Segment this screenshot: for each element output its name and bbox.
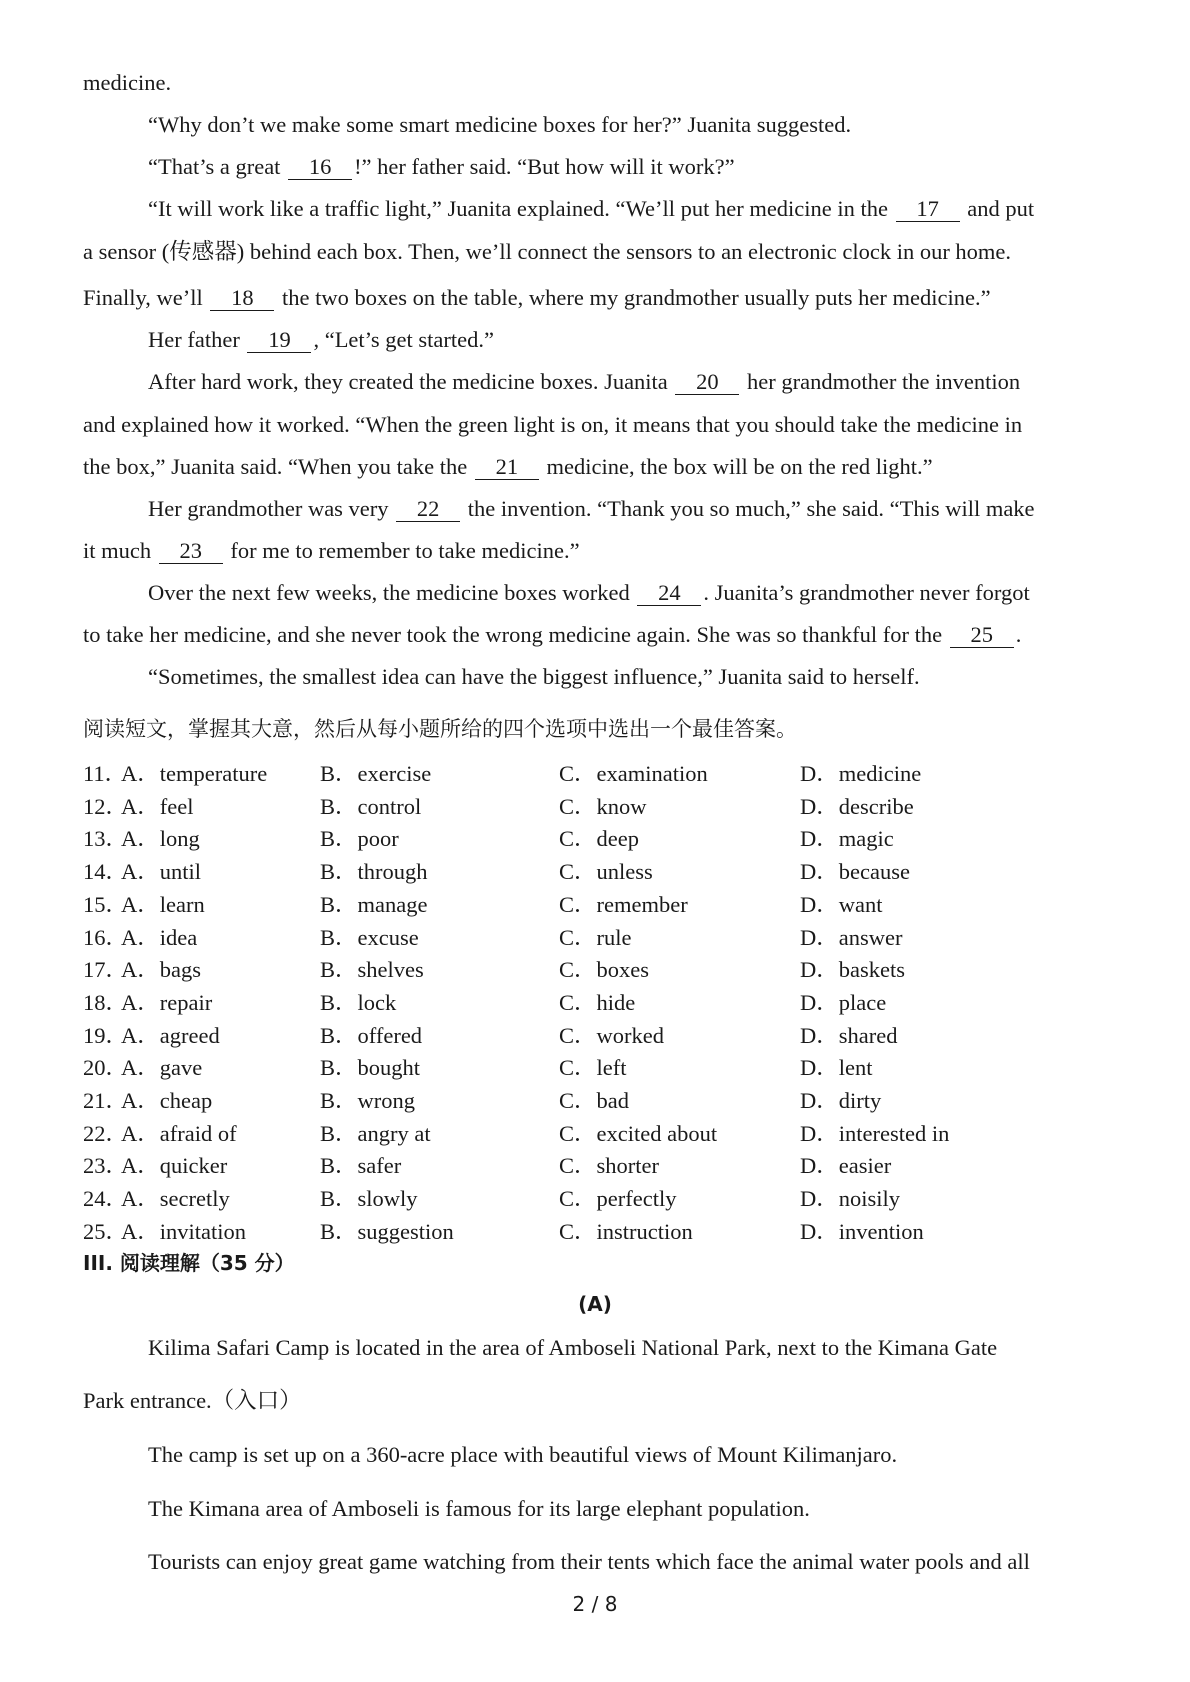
option-a: A．invitation	[121, 1218, 246, 1244]
blank-17: 17	[896, 197, 960, 222]
option-row	[0, 1052, 1190, 1084]
text: it much	[83, 538, 152, 563]
question-number: 23．	[83, 1153, 129, 1179]
text: Over the next few weeks, the medicine boxes worked	[148, 580, 630, 605]
option-c: C．boxes	[559, 957, 650, 983]
text: the two boxes on the table, where my grandmother usually puts her medicine.”	[282, 285, 991, 310]
option-a: A．learn	[121, 891, 205, 917]
question-number: 14．	[83, 859, 129, 885]
question-number: 12．	[83, 793, 129, 819]
text: “Sometimes, the smallest idea can have the biggest influence,” Juanita said to herself.	[148, 664, 920, 689]
question-number: 25．	[83, 1218, 129, 1244]
instruction-text: 阅读短文，掌握其大意，然后从每小题所给的四个选项中选出一个最佳答案。	[83, 717, 797, 741]
section-heading: III. 阅读理解（35 分）	[83, 1251, 295, 1275]
text: “It will work like a traffic light,” Juanita explained. “We’ll put her medicine in the	[148, 196, 889, 221]
option-a: A．cheap	[121, 1088, 213, 1113]
text: her grandmother the invention	[747, 369, 1021, 394]
text: . Juanita’s grandmother never forgot	[703, 580, 1030, 605]
text: and put	[967, 196, 1035, 221]
option-a: A．afraid of	[121, 1120, 237, 1146]
subsection-line	[0, 1289, 1190, 1319]
option-c: C．left	[559, 1055, 627, 1081]
option-b: B．poor	[320, 826, 399, 852]
option-c: C．rule	[559, 924, 632, 950]
option-d: D．easier	[800, 1153, 892, 1179]
option-d: D．answer	[800, 924, 903, 950]
option-row	[0, 954, 1190, 986]
option-d: D．shared	[800, 1022, 898, 1048]
text: Park entrance.（入口）	[83, 1388, 302, 1413]
blank-18: 18	[210, 286, 274, 311]
blank-23: 23	[159, 539, 223, 564]
option-c: C．know	[559, 793, 647, 819]
text: Her father	[148, 327, 240, 352]
text: medicine, the box will be on the red light.”	[546, 454, 933, 479]
option-b: B．safer	[320, 1153, 402, 1179]
option-row	[0, 823, 1190, 855]
blank-19: 19	[247, 328, 311, 353]
option-b: B．angry at	[320, 1120, 431, 1146]
blank-21: 21	[475, 455, 539, 480]
blank-25: 25	[950, 623, 1014, 648]
text: !” her father said. “But how will it work?”	[354, 154, 735, 179]
option-d: D．describe	[800, 793, 914, 819]
text: “Why don’t we make some smart medicine boxes for her?” Juanita suggested.	[148, 112, 852, 137]
option-b: B．through	[320, 859, 428, 885]
option-row	[0, 1118, 1190, 1150]
text: After hard work, they created the medicine boxes. Juanita	[148, 369, 668, 394]
option-c: C．unless	[559, 859, 653, 885]
option-b: B．bought	[320, 1055, 421, 1081]
option-d: D．dirty	[800, 1088, 882, 1113]
option-a: A．repair	[121, 989, 213, 1015]
option-a: A．temperature	[121, 761, 268, 786]
text: the box,” Juanita said. “When you take the	[83, 454, 468, 479]
option-row	[0, 987, 1190, 1019]
question-number: 19．	[83, 1022, 129, 1048]
text: Finally, we’ll	[83, 285, 203, 310]
option-d: D．magic	[800, 826, 894, 852]
text: Her grandmother was very	[148, 496, 389, 521]
subsection-label: (A)	[578, 1292, 612, 1316]
option-c: C．bad	[559, 1088, 629, 1113]
option-d: D．place	[800, 989, 887, 1015]
text: medicine.	[83, 70, 172, 95]
option-b: B．control	[320, 793, 422, 819]
option-d: D．invention	[800, 1218, 924, 1244]
option-b: B．manage	[320, 891, 428, 917]
text: to take her medicine, and she never took the wrong medicine again. She was so thankful for the	[83, 622, 943, 647]
blank-22: 22	[396, 497, 460, 522]
option-row	[0, 889, 1190, 921]
question-number: 24．	[83, 1186, 129, 1212]
option-d: D．want	[800, 891, 883, 917]
option-b: B．wrong	[320, 1088, 415, 1113]
option-b: B．offered	[320, 1022, 423, 1048]
option-row	[0, 1150, 1190, 1182]
option-b: B．suggestion	[320, 1218, 454, 1244]
option-a: A．feel	[121, 793, 194, 819]
option-a: A．agreed	[121, 1022, 220, 1048]
option-row	[0, 1085, 1190, 1117]
option-a: A．until	[121, 859, 202, 885]
option-d: D．medicine	[800, 761, 922, 786]
option-c: C．perfectly	[559, 1186, 677, 1212]
option-c: C．shorter	[559, 1153, 659, 1179]
blank-24: 24	[637, 581, 701, 606]
question-number: 17．	[83, 957, 129, 983]
option-d: D．baskets	[800, 957, 905, 983]
text: “That’s a great	[148, 154, 281, 179]
text: , “Let’s get started.”	[313, 327, 495, 352]
question-number: 11．	[83, 761, 128, 786]
option-c: C．deep	[559, 826, 639, 852]
question-number: 15．	[83, 891, 129, 917]
option-a: A．bags	[121, 957, 201, 983]
question-number: 20．	[83, 1055, 129, 1081]
option-a: A．idea	[121, 924, 198, 950]
option-d: D．noisily	[800, 1186, 901, 1212]
text: .	[1015, 622, 1022, 647]
question-number: 13．	[83, 826, 129, 852]
option-c: C．instruction	[559, 1218, 693, 1244]
option-c: C．hide	[559, 989, 636, 1015]
option-row	[0, 1216, 1190, 1248]
option-c: C．excited about	[559, 1120, 718, 1146]
text: Kilima Safari Camp is located in the area of Amboseli National Park, next to the Kimana Gate	[148, 1335, 998, 1360]
text: The camp is set up on a 360-acre place with beautiful views of Mount Kilimanjaro.	[148, 1442, 898, 1467]
question-number: 22．	[83, 1120, 129, 1146]
option-d: D．because	[800, 859, 910, 885]
option-a: A．long	[121, 826, 200, 852]
text: for me to remember to take medicine.”	[230, 538, 580, 563]
option-row	[0, 1020, 1190, 1052]
option-row	[0, 856, 1190, 888]
question-number: 21．	[83, 1088, 129, 1113]
question-number: 16．	[83, 924, 129, 950]
option-d: D．lent	[800, 1055, 873, 1081]
text: the invention. “Thank you so much,” she said. “This will make	[467, 496, 1035, 521]
option-b: B．excuse	[320, 924, 419, 950]
blank-16: 16	[288, 155, 352, 180]
option-a: A．secretly	[121, 1186, 230, 1212]
text: Tourists can enjoy great game watching from their tents which face the animal water pools and all	[148, 1549, 1030, 1574]
option-a: A．quicker	[121, 1153, 228, 1179]
question-number: 18．	[83, 989, 129, 1015]
page-number: 2 / 8	[572, 1592, 618, 1616]
text: a sensor (传感器) behind each box. Then, we’ll connect the sensors to an electronic clock in our home.	[83, 239, 1012, 264]
option-b: B．lock	[320, 989, 397, 1015]
option-row	[0, 922, 1190, 954]
option-c: C．remember	[559, 891, 688, 917]
option-a: A．gave	[121, 1055, 203, 1081]
option-b: B．exercise	[320, 761, 432, 786]
option-row	[0, 758, 1190, 790]
option-b: B．shelves	[320, 957, 424, 983]
option-b: B．slowly	[320, 1186, 418, 1212]
option-d: D．interested in	[800, 1120, 950, 1146]
blank-20: 20	[675, 370, 739, 395]
text: and explained how it worked. “When the green light is on, it means that you should take the medicine in	[83, 412, 1023, 437]
option-c: C．examination	[559, 761, 708, 786]
option-row	[0, 791, 1190, 823]
option-row	[0, 1183, 1190, 1215]
text: The Kimana area of Amboseli is famous for its large elephant population.	[148, 1496, 810, 1521]
option-c: C．worked	[559, 1022, 664, 1048]
